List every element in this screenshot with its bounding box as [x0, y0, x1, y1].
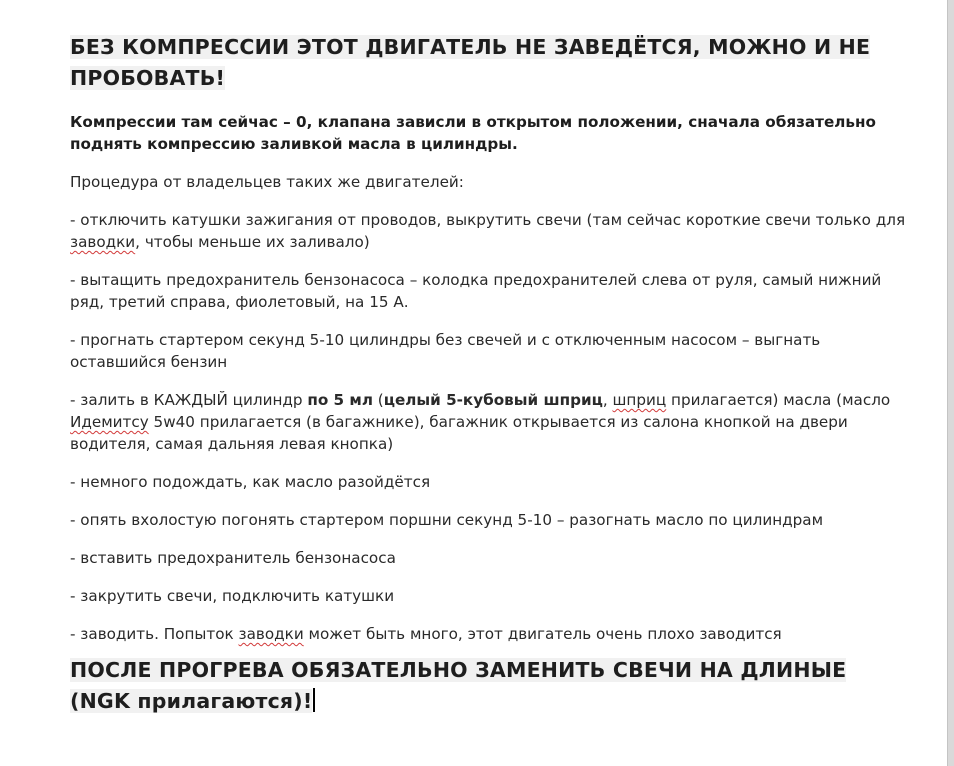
final-warning-line-2: (NGK прилагаются)!	[70, 689, 313, 713]
step-disconnect-coils: - отключить катушки зажигания от проводов, выкрутить свечи (там сейчас короткие свечи только для заводки, чтобы меньше их заливало)	[70, 211, 906, 251]
document-page[interactable]	[70, 32, 910, 717]
misspelled-word[interactable]: заводки	[70, 233, 136, 251]
warning-heading	[70, 32, 910, 94]
lead-paragraph: Компрессии там сейчас – 0, клапана зависли в открытом положении, сначала обязательно поднять компрессию заливкой масла в цилиндры.	[70, 113, 876, 153]
final-warning-heading	[70, 655, 910, 717]
step-start-engine: - заводить. Попыток заводки может быть много, этот двигатель очень плохо заводится	[70, 625, 782, 643]
step-remove-fuse: - вытащить предохранитель бензонасоса – колодка предохранителей слева от руля, самый нижний ряд, третий справа, фиолетовый, на 15 А.	[70, 271, 882, 311]
text-cursor	[313, 688, 315, 712]
step-insert-fuse: - вставить предохранитель бензонасоса	[70, 549, 396, 567]
warning-heading-text: БЕЗ КОМПРЕССИИ ЭТОТ ДВИГАТЕЛЬ НЕ ЗАВЕДЁТСЯ, МОЖНО И НЕ ПРОБОВАТЬ!	[70, 35, 871, 90]
oil-amount: по 5 мл	[307, 391, 373, 409]
step-install-plugs: - закрутить свечи, подключить катушки	[70, 587, 395, 605]
syringe-note: целый 5-кубовый шприц	[383, 391, 603, 409]
final-warning-line-1: ПОСЛЕ ПРОГРЕВА ОБЯЗАТЕЛЬНО ЗАМЕНИТЬ СВЕЧИ НА ДЛИНЫЕ	[70, 658, 847, 682]
step-crank-engine: - прогнать стартером секунд 5-10 цилиндры без свечей и с отключенным насосом – выгнать оставшийся бензин	[70, 331, 821, 371]
misspelled-word[interactable]: Идемитсу	[70, 413, 149, 431]
procedure-intro: Процедура от владельцев таких же двигателей:	[70, 173, 464, 191]
step-wait: - немного подождать, как масло разойдётся	[70, 473, 431, 491]
window-right-edge	[947, 0, 954, 766]
step-pour-oil: - залить в КАЖДЫЙ цилиндр по 5 мл (целый 5-кубовый шприц, шприц прилагается) масла (масло Идемитсу 5w40 прилагается (в багажнике), багажник открывается из салона кнопкой на двери водителя, самая дальняя левая кнопка)	[70, 391, 891, 453]
misspelled-word[interactable]: заводки	[238, 625, 304, 643]
misspelled-word[interactable]: шприц	[612, 391, 667, 409]
step-crank-again: - опять вхолостую погонять стартером поршни секунд 5-10 – разогнать масло по цилиндрам	[70, 511, 824, 529]
